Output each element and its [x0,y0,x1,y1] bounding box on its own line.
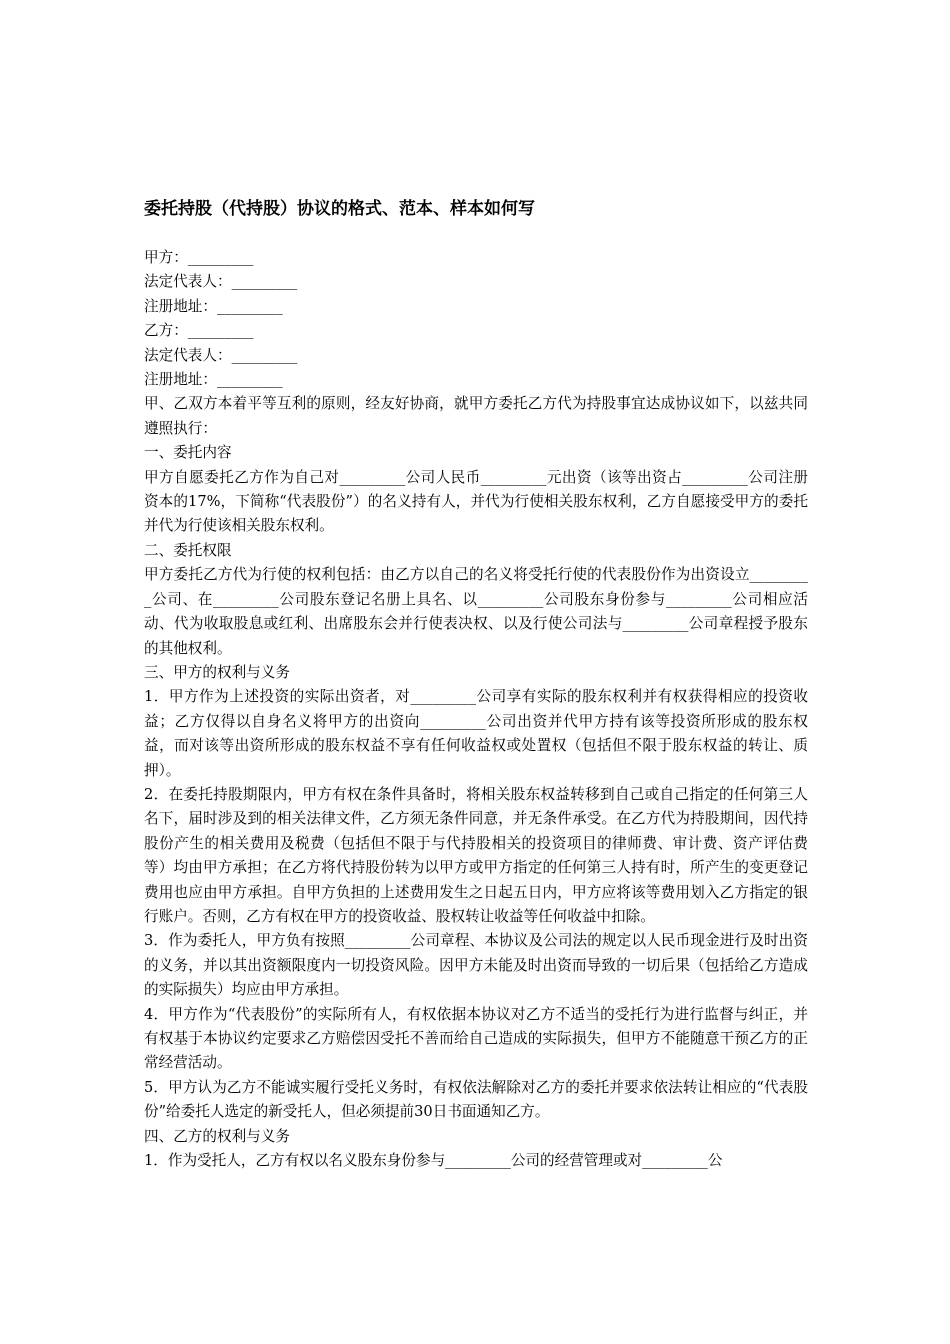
section-3-clause-4: 4．甲方作为“代表股份”的实际所有人，有权依据本协议对乙方不适当的受托行为进行监督与纠正，并有权基于本协议约定要求乙方赔偿因受托不善而给自己造成的实际损失，但甲方不能随意干预乙方的正常经营活动。 [144,1005,808,1072]
party-b-address-line: 注册地址：_________ [144,371,283,389]
party-b-representative-line: 法定代表人：_________ [144,346,298,364]
document-title: 委托持股（代持股）协议的格式、范本、样本如何写 [144,199,535,219]
preamble-paragraph: 甲、乙双方本着平等互利的原则，经友好协商，就甲方委托乙方代为持股事宜达成协议如下，以兹共同遵照执行： [144,395,808,437]
section-3-clause-2: 2．在委托持股期限内，甲方有权在条件具备时，将相关股东权益转移到自己或自己指定的任何第三人名下，届时涉及到的相关法律文件，乙方须无条件同意，并无条件承受。在乙方代为持股期间，因代持股份产生的相关费用及税费（包括但不限于与代持股相关的投资项目的律师费、审计费、资产评估费等）均由甲方承担；在乙方将代持股份转为以甲方或甲方指定的任何第三人持有时，所产生的变更登记费用也应由甲方承担。自甲方负担的上述费用发生之日起五日内，甲方应将该等费用划入乙方指定的银行账户。否则，乙方有权在甲方的投资收益、股权转让收益等任何收益中扣除。 [144,785,808,925]
section-heading-2: 二、委托权限 [144,541,232,559]
section-3-clause-3: 3．作为委托人，甲方负有按照_________公司章程、本协议及公司法的规定以人民币现金进行及时出资的义务，并以其出资额限度内一切投资风险。因甲方未能及时出资而导致的一切后果（包括给乙方造成的实际损失）均应由甲方承担。 [144,932,808,999]
section-3-clause-5: 5．甲方认为乙方不能诚实履行受托义务时，有权依法解除对乙方的委托并要求依法转让相应的“代表股份”给委托人选定的新受托人，但必须提前30日书面通知乙方。 [144,1078,808,1121]
document-body [144,246,808,1173]
section-4-clause-1: 1．作为受托人，乙方有权以名义股东身份参与_________公司的经营管理或对_________公 [144,1152,723,1170]
section-2-paragraph: 甲方委托乙方代为行使的权利包括：由乙方以自己的名义将受托行使的代表股份作为出资设立_________公司、在_________公司股东登记名册上具名、以_________公司股东身份参与_________公司相应活动、代为收取股息或红利、出席股东会并行使表决权、以及行使公司法与_________公司章程授予股东的其他权利。 [144,566,808,657]
section-1-paragraph: 甲方自愿委托乙方作为自己对_________公司人民币_________元出资（该等出资占_________公司注册资本的17%，下简称“代表股份”）的名义持有人，并代为行使相关股东权利，乙方自愿接受甲方的委托并代为行使该相关股东权利。 [144,468,808,535]
section-heading-4: 四、乙方的权利与义务 [144,1127,290,1145]
section-3-clause-1: 1．甲方作为上述投资的实际出资者，对_________公司享有实际的股东权利并有权获得相应的投资收益；乙方仅得以自身名义将甲方的出资向_________公司出资并代甲方持有该等投资所形成的股东权益，而对该等出资所形成的股东权益不享有任何收益权或处置权（包括但不限于股东权益的转让、质押）。 [144,688,808,779]
party-b-line: 乙方：_________ [144,322,254,340]
party-a-address-line: 注册地址：_________ [144,297,283,315]
section-heading-3: 三、甲方的权利与义务 [144,663,290,681]
section-heading-1: 一、委托内容 [144,444,232,462]
party-a-representative-line: 法定代表人：_________ [144,273,298,291]
party-a-line: 甲方：_________ [144,249,254,266]
